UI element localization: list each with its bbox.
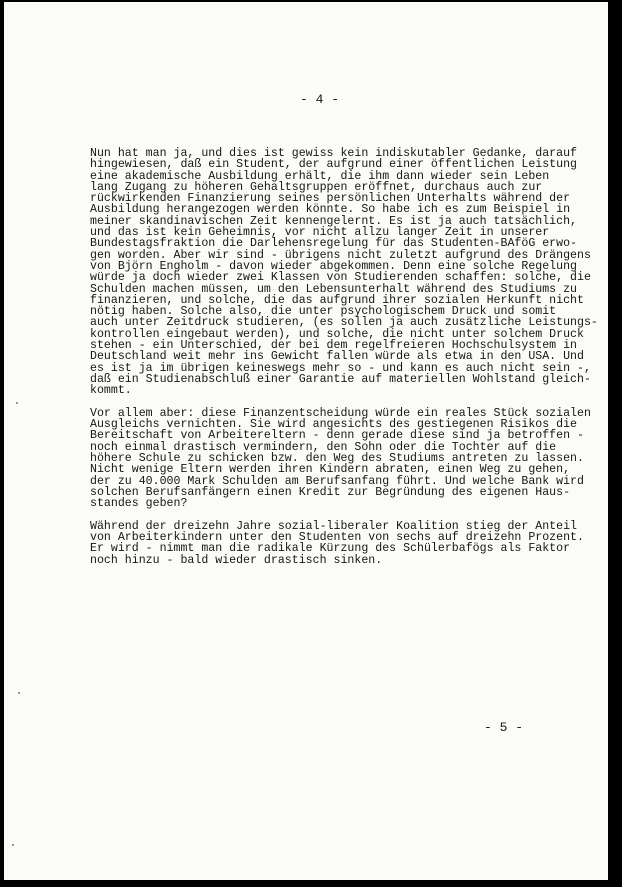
text-line: stehen - ein Unterschied, der bei dem regelfreieren Hochschulsystem in xyxy=(90,339,578,353)
text-line: solchen Berufsanfängern einen Kredit zur Begründung des eigenen Haus- xyxy=(90,485,571,499)
text-line: noch hinzu - bald wieder drastisch sinken. xyxy=(90,553,383,567)
text-line: es ist ja im übrigen keineswegs mehr so - und kann es auch nicht sein -, xyxy=(90,361,591,375)
text-line: kontrollen eingebaut werden), und solche, die nicht unter solchem Druck xyxy=(90,327,584,341)
text-line: hingewiesen, daß ein Student, der aufgrund einer öffentlichen Leistung xyxy=(90,158,578,172)
scan-speck xyxy=(12,844,14,846)
text-line: von Arbeiterkindern unter den Studenten von sechs auf dreizehn Prozent. xyxy=(90,531,584,545)
text-line: würde ja doch wieder zwei Klassen von Studierenden schaffen: solche, die xyxy=(90,271,591,285)
text-line: auch unter Zeitdruck studieren, (es sollen ja auch zusätzliche Leistungs- xyxy=(90,316,598,330)
page-number: - 4 - xyxy=(300,92,340,107)
text-line: Ausgleichs vernichten. Sie wird angesichts des gestiegenen Risikos die xyxy=(90,418,578,432)
scan-speck xyxy=(18,692,20,694)
scan-speck xyxy=(16,402,18,404)
text-line: finanzieren, und solche, die das aufgrund ihrer sozialen Herkunft nicht xyxy=(90,293,584,307)
text-line: Deutschland weit mehr ins Gewicht fallen würde als etwa in den USA. Und xyxy=(90,350,584,364)
text-line: Ausbildung herangezogen werden könnte. So habe ich es zum Beispiel in xyxy=(90,203,571,217)
text-line: Bereitschaft von Arbeitereltern - denn gerade diese sind ja betroffen - xyxy=(90,429,584,443)
text-line: daß ein Studienabschluß einer Garantie auf materiellen Wohlstand gleich- xyxy=(90,372,591,386)
text-line: Nicht wenige Eltern werden ihren Kindern abraten, einen Weg zu gehen, xyxy=(90,463,571,477)
text-line: eine akademische Ausbildung erhält, die ihm dann wieder sein Leben xyxy=(90,169,550,183)
text-line: höhere Schule zu schicken bzw. den Weg des Studiums antreten zu lassen. xyxy=(90,452,584,466)
text-line: noch einmal drastisch vermindern, den Sohn oder die Tochter auf die xyxy=(90,440,557,454)
text-line: und das ist kein Geheimnis, vor nicht allzu langer Zeit in unserer xyxy=(90,226,550,240)
text-line: gen worden. Aber wir sind - übrigens nicht zuletzt aufgrund des Drängens xyxy=(90,248,591,262)
paragraph-2 xyxy=(90,408,608,510)
text-line: nötig haben. Solche also, die unter psychologischem Druck und somit xyxy=(90,305,557,319)
text-line: standes geben? xyxy=(90,497,188,511)
text-line: rückwirkenden Finanzierung seines persönlichen Unterhalts während der xyxy=(90,192,571,206)
text-line: meiner skandinavischen Zeit kennengelernt. Es ist ja auch tatsächlich, xyxy=(90,214,578,228)
text-line: Er wird - nimmt man die radikale Kürzung des Schülerbafögs als Faktor xyxy=(90,542,571,556)
document-page xyxy=(4,2,608,880)
paragraph-1 xyxy=(90,148,608,397)
body-text xyxy=(90,148,608,577)
text-line: Vor allem aber: diese Finanzentscheidung würde ein reales Stück sozialen xyxy=(90,406,591,420)
text-line: Bundestagsfraktion die Darlehensregelung für das Studenten-BAföG erwo- xyxy=(90,237,578,251)
text-line: Schulden machen müssen, um den Lebensunterhalt während des Studiums zu xyxy=(90,282,578,296)
next-page-marker: - 5 - xyxy=(484,720,524,735)
text-line: der zu 40.000 Mark Schulden am Berufsanfang führt. Und welche Bank wird xyxy=(90,474,584,488)
scan-border xyxy=(608,0,622,887)
text-line: Während der dreizehn Jahre sozial-liberaler Koalition stieg der Anteil xyxy=(90,519,578,533)
text-line: Nun hat man ja, und dies ist gewiss kein indiskutabler Gedanke, darauf xyxy=(90,147,578,160)
text-line: lang Zugang zu höheren Gehaltsgruppen eröffnet, durchaus auch zur xyxy=(90,180,543,194)
paragraph-3 xyxy=(90,521,608,566)
text-line: kommt. xyxy=(90,384,132,398)
text-line: von Björn Engholm - davon wieder abgekommen. Denn eine solche Regelung xyxy=(90,259,578,273)
